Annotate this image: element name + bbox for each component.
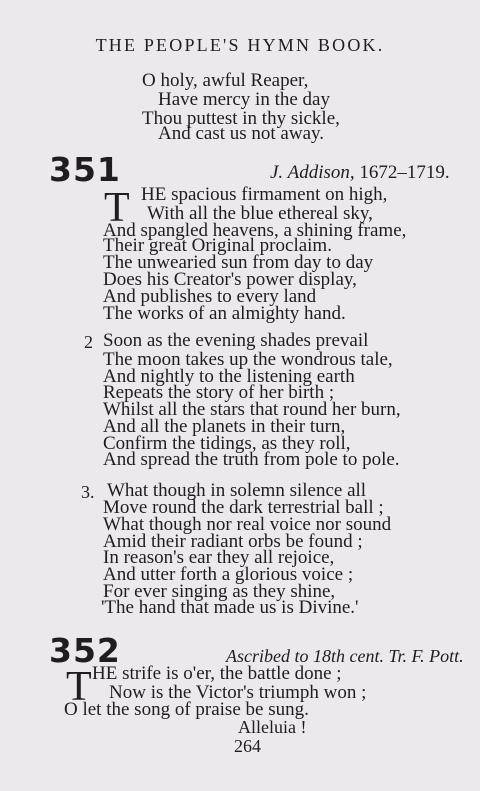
verse-line: The works of an almighty hand.	[103, 303, 346, 324]
prev-hymn-line: O holy, awful Reaper,	[142, 70, 309, 91]
verse-line: And nightly to the listening earth	[103, 366, 355, 387]
verse-line: Confirm the tidings, as they roll,	[103, 433, 351, 454]
verse-line: Soon as the evening shades prevail	[103, 330, 369, 351]
verse-line: What though in solemn silence all	[107, 480, 367, 501]
verse-line: 'The hand that made us is Divine.'	[101, 597, 359, 618]
drop-cap: T	[66, 664, 92, 710]
verse-line: And publishes to every land	[103, 286, 317, 307]
hymn-attribution	[270, 163, 450, 182]
running-header: THE PEOPLE'S HYMN BOOK.	[95, 35, 385, 55]
verse-line: Their great Original proclaim.	[103, 235, 332, 256]
prev-hymn-line: And cast us not away.	[158, 123, 325, 144]
verse-line: Move round the dark terrestrial ball ;	[103, 497, 384, 518]
verse-line: What though nor real voice nor sound	[103, 514, 392, 535]
verse-line: And spread the truth from pole to pole.	[103, 449, 400, 470]
verse-number: 3.	[81, 482, 95, 502]
verse-line: In reason's ear they all rejoice,	[103, 547, 335, 568]
verse-line: And spangled heavens, a shining frame,	[103, 220, 407, 241]
drop-cap: T	[104, 185, 130, 231]
verse-line: With all the blue ethereal sky,	[147, 203, 373, 224]
prev-hymn-line: Have mercy in the day	[158, 89, 330, 110]
verse-line: The unwearied sun from day to day	[103, 252, 374, 273]
verse-line: And utter forth a glorious voice ;	[103, 564, 354, 585]
verse-line: Amid their radiant orbs be found ;	[103, 531, 363, 552]
verse-line: And all the planets in their turn,	[103, 416, 346, 437]
verse-line: For ever singing as they shine,	[103, 581, 336, 602]
prev-hymn-line: Thou puttest in thy sickle,	[142, 108, 340, 129]
verse-line: HE spacious firmament on high,	[141, 184, 388, 205]
refrain: Alleluia !	[238, 717, 307, 737]
verse-line: Now is the Victor's triumph won ;	[109, 682, 367, 703]
author-name: J. Addison,	[270, 162, 355, 183]
verse-line: Repeats the story of her birth ;	[103, 382, 335, 403]
verse-number: 2	[84, 332, 93, 352]
verse-line: Does his Creator's power display,	[103, 269, 357, 290]
verse-line: HE strife is o'er, the battle done ;	[92, 663, 342, 684]
hymn-number: 352	[49, 631, 121, 670]
author-dates: 1672–1719.	[359, 162, 450, 183]
verse-line: Whilst all the stars that round her burn,	[103, 399, 401, 420]
verse-line: The moon takes up the wondrous tale,	[103, 349, 393, 370]
verse-line: O let the song of praise be sung.	[64, 699, 309, 720]
hymn-number: 351	[49, 150, 121, 189]
hymn-attribution: Ascribed to 18th cent. Tr. F. Pott.	[226, 646, 464, 666]
page-number: 264	[234, 736, 261, 756]
